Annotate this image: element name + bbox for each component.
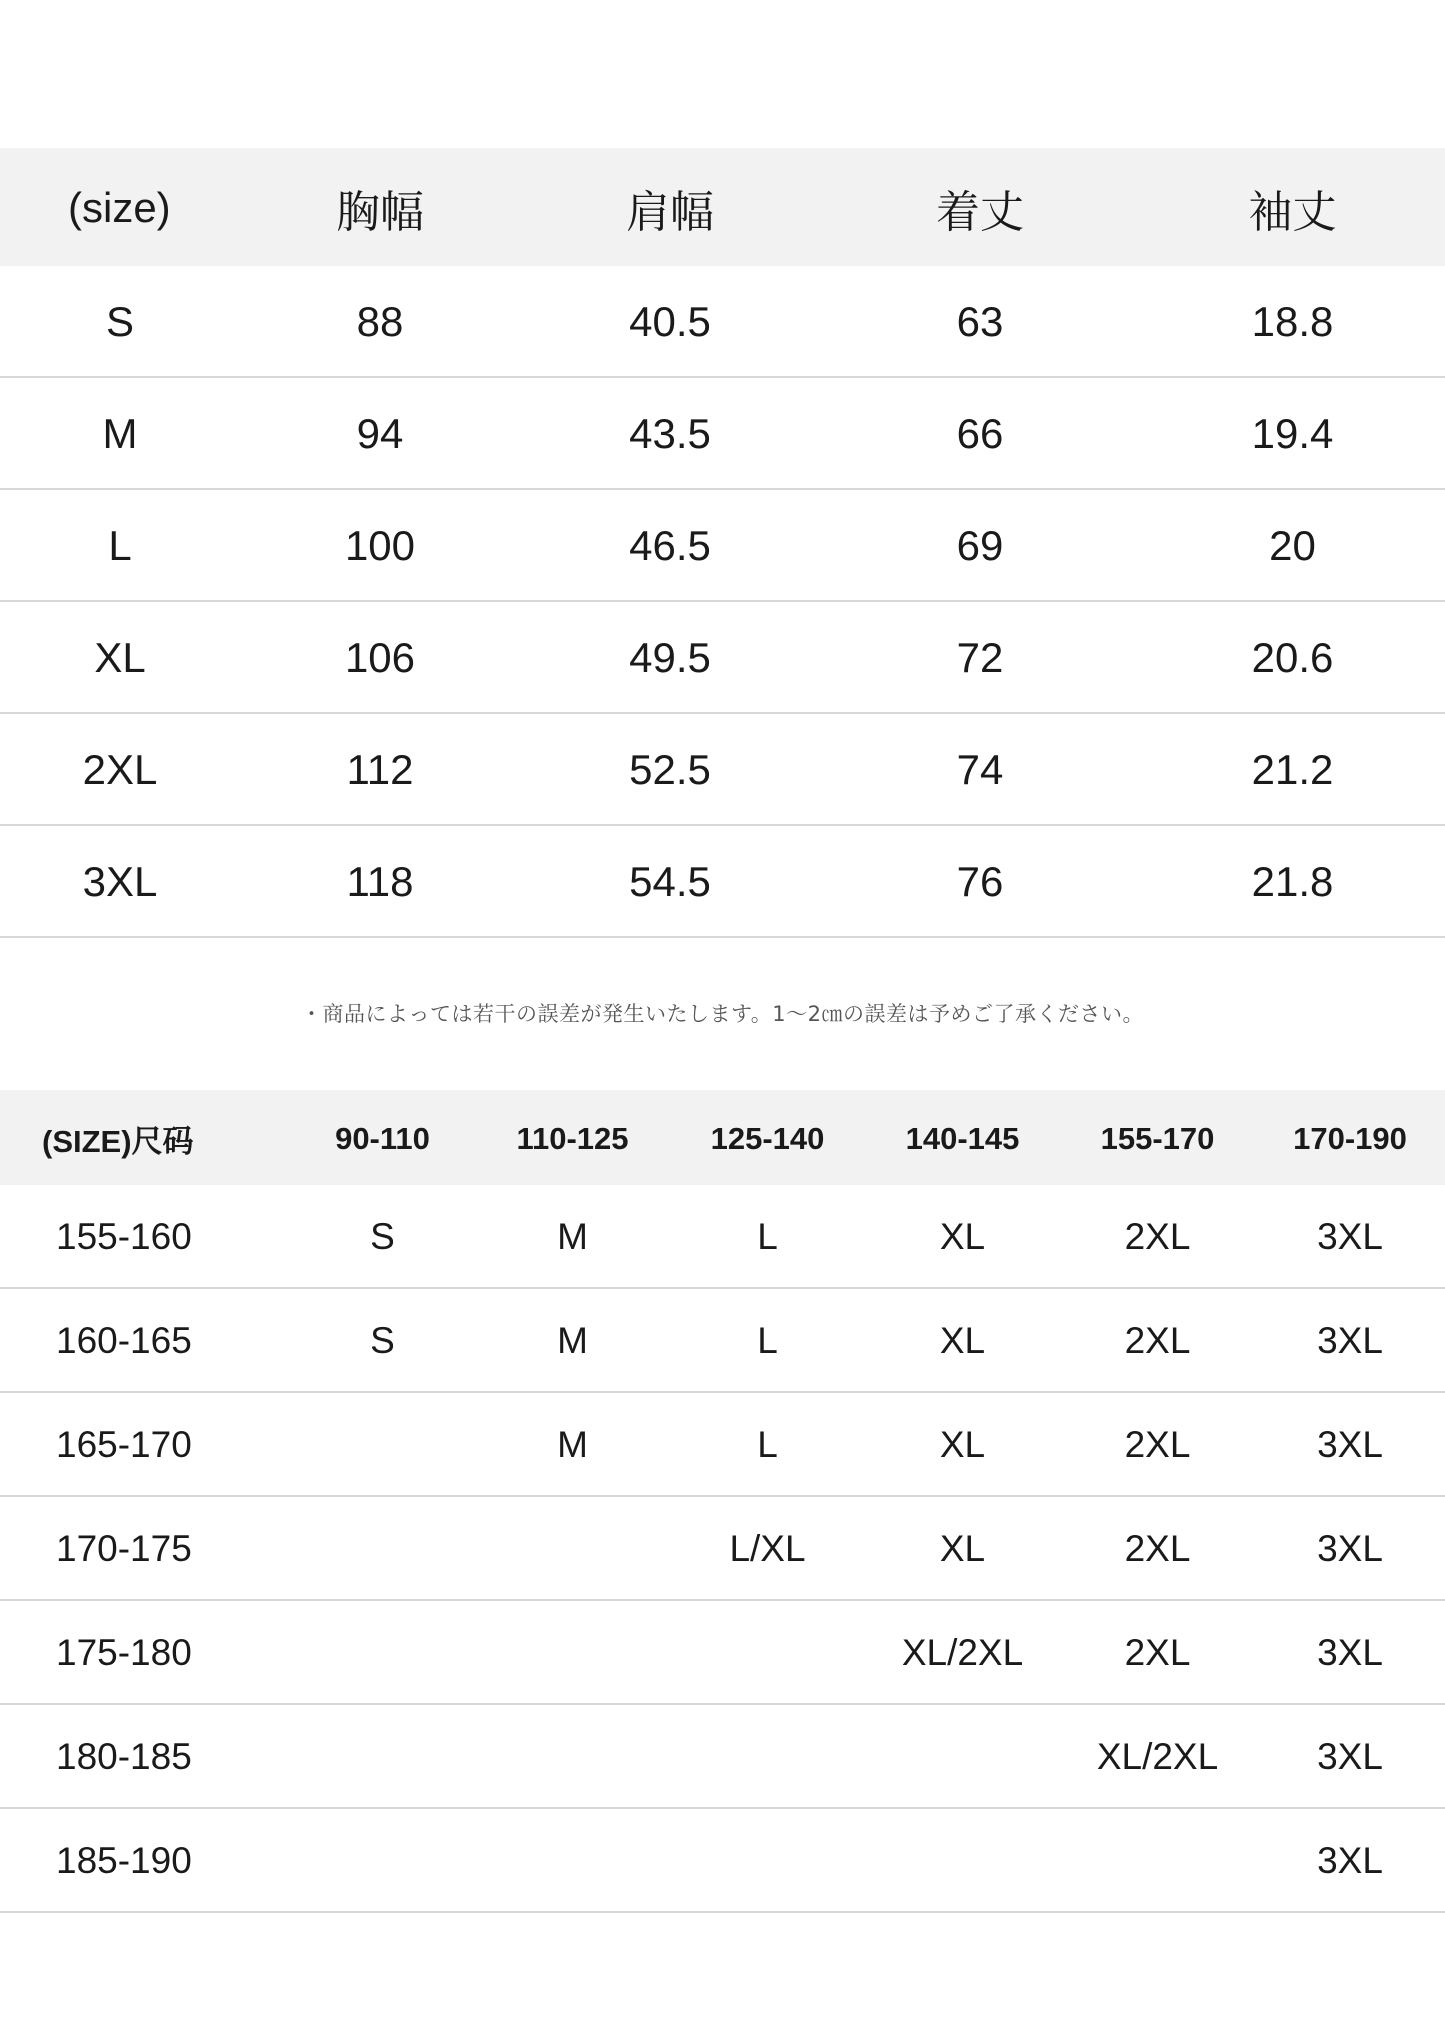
cell-size: 3XL <box>0 825 240 937</box>
table-row <box>0 266 1445 377</box>
cell-height-range: 180-185 <box>0 1704 290 1808</box>
cell-length: 76 <box>820 825 1140 937</box>
measurement-header-shoulder: 肩幅 <box>626 188 714 237</box>
cell-shoulder: 43.5 <box>520 377 820 489</box>
cell-size: S <box>290 1288 475 1392</box>
table-row <box>0 1496 1445 1600</box>
cell-sleeve: 20 <box>1140 489 1445 601</box>
cell-size: L <box>670 1288 865 1392</box>
cell-size: 2XL <box>1060 1392 1255 1496</box>
cell-size: XL <box>865 1496 1060 1600</box>
cell-size: 3XL <box>1255 1808 1445 1912</box>
cell-chest: 112 <box>240 713 520 825</box>
cell-chest: 88 <box>240 266 520 377</box>
size-chart-header-weight-6: 170-190 <box>1293 1120 1407 1156</box>
cell-length: 63 <box>820 266 1140 377</box>
table-row <box>0 377 1445 489</box>
table-row <box>0 1808 1445 1912</box>
cell-size: L <box>670 1392 865 1496</box>
cell-size: XL <box>865 1392 1060 1496</box>
table-row <box>0 825 1445 937</box>
cell-chest: 100 <box>240 489 520 601</box>
size-chart-header-weight-3: 125-140 <box>710 1120 825 1156</box>
cell-shoulder: 54.5 <box>520 825 820 937</box>
table-row <box>0 489 1445 601</box>
cell-height-range: 170-175 <box>0 1496 290 1600</box>
size-chart-head <box>0 1090 1445 1185</box>
table-row <box>0 1185 1445 1288</box>
cell-sleeve: 21.8 <box>1140 825 1445 937</box>
cell-height-range: 175-180 <box>0 1600 290 1704</box>
cell-size: 3XL <box>1255 1496 1445 1600</box>
cell-size <box>670 1704 865 1808</box>
cell-length: 74 <box>820 713 1140 825</box>
cell-length: 66 <box>820 377 1140 489</box>
cell-size <box>1060 1808 1255 1912</box>
size-chart-header-row <box>0 1090 1445 1185</box>
cell-size: 3XL <box>1255 1704 1445 1808</box>
cell-size: 2XL <box>1060 1185 1255 1288</box>
cell-size: 2XL <box>1060 1496 1255 1600</box>
cell-size: 3XL <box>1255 1288 1445 1392</box>
cell-shoulder: 49.5 <box>520 601 820 713</box>
cell-size <box>865 1808 1060 1912</box>
cell-height-range: 165-170 <box>0 1392 290 1496</box>
cell-size: M <box>475 1392 670 1496</box>
cell-size <box>475 1496 670 1600</box>
cell-size: XL <box>0 601 240 713</box>
cell-size: S <box>290 1185 475 1288</box>
cell-size: XL/2XL <box>1060 1704 1255 1808</box>
cell-size: S <box>0 266 240 377</box>
cell-chest: 94 <box>240 377 520 489</box>
cell-size: M <box>0 377 240 489</box>
cell-sleeve: 21.2 <box>1140 713 1445 825</box>
cell-size: 2XL <box>0 713 240 825</box>
cell-size: L <box>0 489 240 601</box>
cell-chest: 118 <box>240 825 520 937</box>
cell-size: L <box>670 1185 865 1288</box>
cell-size: 2XL <box>1060 1288 1255 1392</box>
size-chart-header-weight-4: 140-145 <box>905 1120 1020 1156</box>
cell-size <box>670 1808 865 1912</box>
size-chart-header-weight-1: 90-110 <box>335 1120 430 1156</box>
measurement-header-size: (size) <box>68 184 171 231</box>
cell-sleeve: 19.4 <box>1140 377 1445 489</box>
cell-size <box>475 1600 670 1704</box>
cell-size: L/XL <box>670 1496 865 1600</box>
measurement-header-sleeve: 袖丈 <box>1248 188 1337 237</box>
cell-size: 3XL <box>1255 1185 1445 1288</box>
cell-size <box>475 1808 670 1912</box>
cell-size <box>290 1704 475 1808</box>
table-row <box>0 1288 1445 1392</box>
size-chart-body <box>0 1185 1445 1912</box>
cell-size: 3XL <box>1255 1392 1445 1496</box>
cell-height-range: 160-165 <box>0 1288 290 1392</box>
cell-size <box>290 1808 475 1912</box>
table-row <box>0 713 1445 825</box>
size-chart-table <box>0 1090 1445 1913</box>
measurement-header-row <box>0 148 1445 266</box>
cell-size: XL <box>865 1288 1060 1392</box>
cell-shoulder: 46.5 <box>520 489 820 601</box>
table-row <box>0 1392 1445 1496</box>
cell-shoulder: 40.5 <box>520 266 820 377</box>
cell-length: 69 <box>820 489 1140 601</box>
cell-size <box>670 1600 865 1704</box>
cell-sleeve: 18.8 <box>1140 266 1445 377</box>
cell-size: 3XL <box>1255 1600 1445 1704</box>
cell-height-range: 185-190 <box>0 1808 290 1912</box>
size-chart-header-size: (SIZE)尺码 <box>42 1124 194 1159</box>
measurement-table-head <box>0 148 1445 266</box>
size-chart-header-weight-5: 155-170 <box>1100 1120 1215 1156</box>
table-row <box>0 1704 1445 1808</box>
cell-size: M <box>475 1185 670 1288</box>
size-chart-wrapper <box>0 1090 1445 1913</box>
size-chart-header-weight-2: 110-125 <box>516 1120 629 1156</box>
table-row <box>0 601 1445 713</box>
cell-size: XL/2XL <box>865 1600 1060 1704</box>
measurement-table-wrapper <box>0 148 1445 938</box>
cell-length: 72 <box>820 601 1140 713</box>
cell-size: XL <box>865 1185 1060 1288</box>
cell-size <box>865 1704 1060 1808</box>
cell-size <box>475 1704 670 1808</box>
cell-size: M <box>475 1288 670 1392</box>
measurement-header-length: 着丈 <box>936 188 1024 237</box>
cell-size: 2XL <box>1060 1600 1255 1704</box>
table-row <box>0 1600 1445 1704</box>
cell-size <box>290 1600 475 1704</box>
measurement-table-body <box>0 266 1445 937</box>
cell-sleeve: 20.6 <box>1140 601 1445 713</box>
cell-height-range: 155-160 <box>0 1185 290 1288</box>
cell-size <box>290 1392 475 1496</box>
measurement-header-chest: 胸幅 <box>336 188 424 237</box>
measurement-table <box>0 148 1445 938</box>
cell-shoulder: 52.5 <box>520 713 820 825</box>
measurement-note: ・商品によっては若干の誤差が発生いたします。1～2㎝の誤差は予めご了承ください。 <box>300 1002 1145 1026</box>
cell-size <box>290 1496 475 1600</box>
cell-chest: 106 <box>240 601 520 713</box>
